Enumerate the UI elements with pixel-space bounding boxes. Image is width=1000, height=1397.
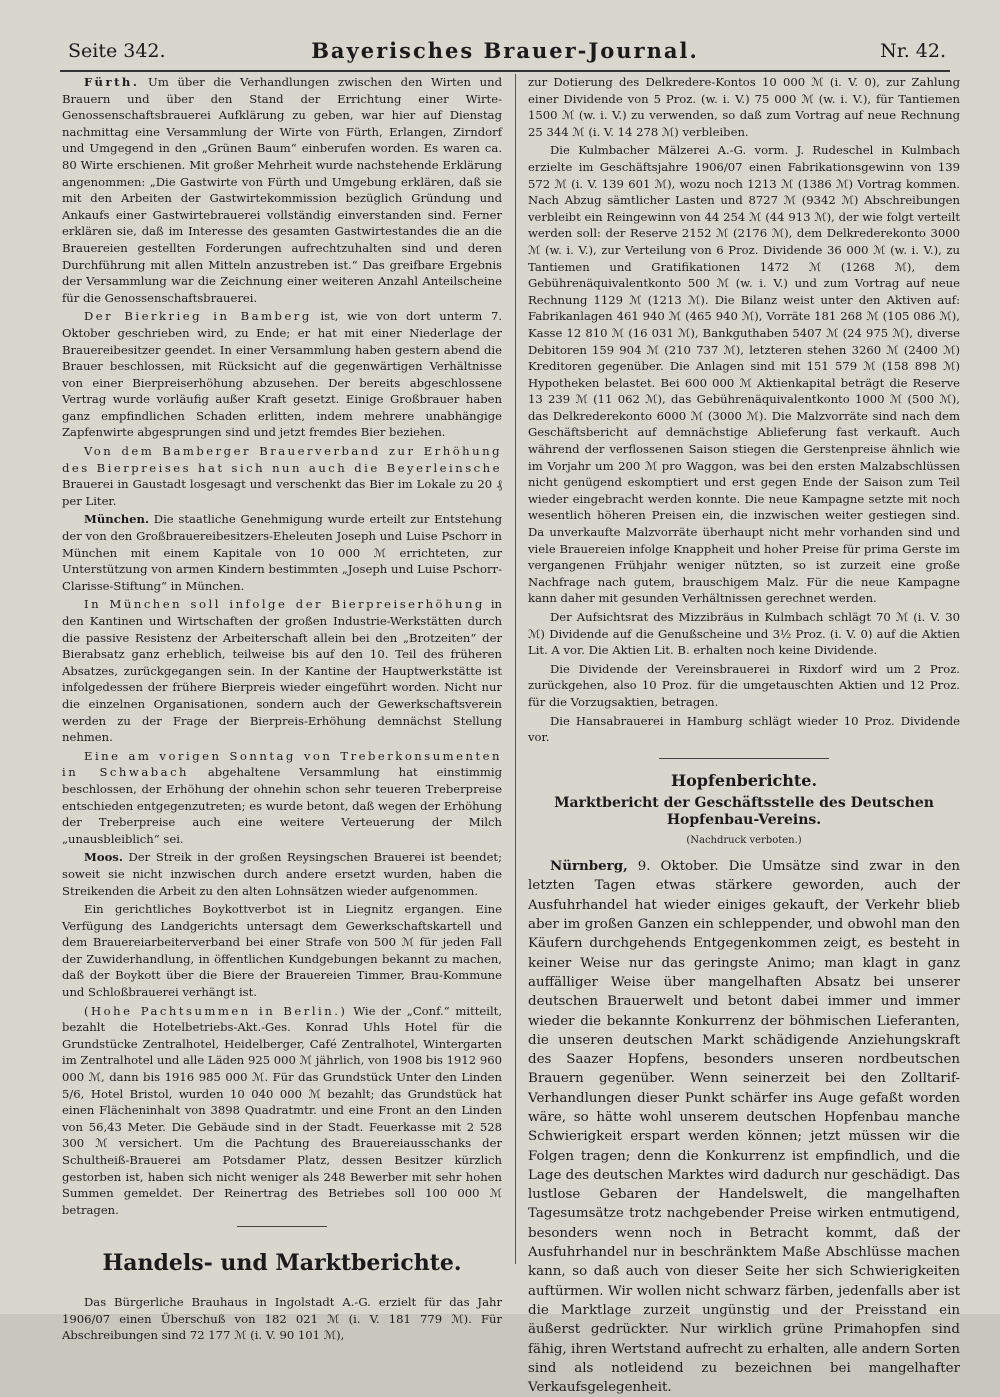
article-schwabach: Eine am vorigen Sonntag von Treberkonsumenten in Schwabach abgehaltene Versammlung hat einstimmig beschlossen, der Erhöhung der ohnehin schon sehr teueren Treberpreise entschieden entgegenzutreten; es wurde betont, daß wegen der Erhöhung der Treberpreise auch eine weitere Verteuerung der Milch „unausbleiblich“ sei. — [62, 748, 502, 846]
column-divider — [515, 74, 516, 1264]
article-muenchen-stiftung: München. Die staatliche Genehmigung wurde erteilt zur Entstehung der von den Großbrauereibesitzers-Eheleuten Joseph und Luise Pschorr in München mit einem Kapitale von 10 000 ℳ errichteten, zur Unterstützung von armen Kindern bestimmten „Joseph und Luise Pschorr-Clarisse-Stiftung“ in München. — [62, 512, 503, 593]
article-hansabrauerei: Die Hansabrauerei in Hamburg schlägt wieder 10 Proz. Dividende vor. — [528, 713, 960, 745]
page-header — [60, 34, 950, 72]
article-bamberg-verband: Von dem Bamberger Brauerverband zur Erhöhung des Bierpreises hat sich nun auch die Beyerleinsche Brauerei in Gaustadt losgesagt und verschenkt das Bier im Lokale zu 20 ₰ per Liter. — [62, 444, 502, 508]
article-liegnitz: Ein gerichtliches Boykottverbot ist in Liegnitz ergangen. Eine Verfügung des Landgerichts untersagt dem Gewerkschaftskartell und dem Brauereiarbeiterverband bei einer Strafe von 500 ℳ für jeden Fall der Zuwiderhandlung, in öffentlichen Kundgebungen bekannt zu machen, daß der Boykott über die Biere der Brauereien Timmer, Brau-Kommune und Schloßbrauerei verhängt ist. — [62, 902, 502, 1000]
issue-number: Nr. 42. — [880, 40, 946, 62]
article-bamberg: Der Bierkrieg in Bamberg ist, wie von dort unterm 7. Oktober geschrieben wird, zu Ende; er hat mit einer Niederlage der Brauereibesitzer geendet. In einer Versammlung haben gestern abend die Brauer beschlossen, mit Rücksicht auf die gegenwärtigen Verhältnisse von einer Bierpreiserhöhung abzusehen. Der bereits abgeschlossene Vertrag wurde vorläufig außer Kraft gesetzt. Einige Großbrauer haben ganz empfindlichen Schaden erlitten, indem mehrere unabhängige Zapfenwirte abgesprungen sind und jetzt fremdes Bier beziehen. — [62, 309, 503, 440]
left-column — [62, 74, 503, 1343]
hop-market-subheading: Marktbericht der Geschäftsstelle des Deutschen Hopfenbau-Vereins. — [554, 795, 934, 828]
article-ingolstadt: Das Bürgerliche Brauhaus in Ingolstadt A.-G. erzielt für das Jahr 1906/07 einen Überschuß von 182 021 ℳ (i. V. 181 779 ℳ). Für Abschreibungen sind 72 177 ℳ (i. V. 90 101 ℳ), — [62, 1294, 502, 1343]
reprint-note: (Nachdruck verboten.) — [686, 834, 802, 846]
right-column — [528, 74, 960, 1396]
article-fuerth: Fürth. Um über die Verhandlungen zwischen den Wirten und Brauern und über den Stand der Errichtung einer Wirte-Genossenschaftsbrauerei Aufklärung zu geben, war hier auf Dienstag nachmittag eine Versammlung der Wirte von Fürth, Erlangen, Zirndorf und Umgegend in den „Grünen Baum“ einberufen worden. Es waren ca. 80 Wirte erschienen. Mit großer Mehrheit wurde nachstehende Erklärung angenommen: „Die Gastwirte von Fürth und Umgebung erklären, daß sie mit den Arbeiten der Gastwirtekommission bezüglich Gründung und Ankaufs einer Gastwirtebrauerei vollständig einverstanden sind. Ferner erklären sie, daß im Interesse des gesamten Gastwirtestandes die an die Brauereien gestellten Forderungen aufrechtzuhalten sind und deren Durchführung mit allen Mitteln anzustreben ist.“ Das greifbare Ergebnis der Versammlung war die Zeichnung einer weiteren Anzahl Anteilscheine für die Genossenschaftsbrauerei. — [62, 75, 503, 305]
article-mizzibraeu: Der Aufsichtsrat des Mizzibräus in Kulmbach schlägt 70 ℳ (i. V. 30 ℳ) Dividende auf die Genußscheine und 3½ Proz. (i. V. 0) auf die Aktien Lit. A vor. Die Aktien Lit. B. erhalten noch keine Dividende. — [528, 610, 960, 658]
article-kulmbach-maelzerei: Die Kulmbacher Mälzerei A.-G. vorm. J. Rudeschel in Kulmbach erzielte im Geschäftsjahre 1906/07 einen Fabrikationsgewinn von 139 572 ℳ (i. V. 139 601 ℳ), wozu noch 1213 ℳ (1386 ℳ) Vortrag kommen. Nach Abzug sämtlicher Lasten und 8727 ℳ (9342 ℳ) Abschreibungen verbleibt ein Reingewinn von 44 254 ℳ (44 913 ℳ), der wie folgt verteilt werden soll: der Reserve 2152 ℳ (2176 ℳ), dem Delkrederekonto 3000 ℳ (w. i. V.), zur Verteilung von 6 Proz. Dividende 36 000 ℳ (w. i. V.), zu Tantiemen und Gratifikationen 1472 ℳ (1268 ℳ), dem Gebührenäquivalentkonto 500 ℳ (w. i. V.) und zum Vortrag auf neue Rechnung 1129 ℳ (1213 ℳ). Die Bilanz weist unter den Aktiven auf: Fabrikanlagen 461 940 ℳ (465 940 ℳ), Vorräte 181 268 ℳ (105 086 ℳ), Kasse 12 810 ℳ (16 031 ℳ), Bankguthaben 5407 ℳ (24 975 ℳ), diverse Debitoren 159 904 ℳ (210 737 ℳ), letzteren stehen 3260 ℳ (2400 ℳ) Kreditoren gegenüber. Die Anlagen sind mit 151 579 ℳ (158 898 ℳ) Hypotheken belastet. Bei 600 000 ℳ Aktienkapital beträgt die Reserve 13 239 ℳ (11 062 ℳ), das Gebührenäquivalentkonto 1000 ℳ (500 ℳ), das Delkrederekonto 6000 ℳ (3000 ℳ). Die Malzvorräte sind nach dem Geschäftsbericht auf demnächstige Ablieferung fast verkauft. Auch während der verflossenen Saison stiegen die Gerstenpreise ähnlich wie im Vorjahr um 200 ℳ pro Waggon, was bei den ersten Malzabschlüssen nicht genügend eskomptiert und erst gegen Ende der Saison zum Teil wieder eingebracht werden konnte. Die neue Kampagne setzte mit noch wesentlich höheren Preisen ein, die inzwischen weiter gestiegen sind. Da unverkaufte Malzvorräte überhaupt nicht mehr vorhanden sind und viele Brauereien infolge Knappheit und hoher Preise für prima Gerste im vergangenen Frühjahr weniger nützten, so ist zurzeit eine große Nachfrage nach gutem, brauschigem Malz. Für die neue Kampagne kann daher mit gesunden Verhältnissen gerechnet werden. — [528, 143, 960, 606]
hop-reports-heading: Hopfenberichte. — [670, 770, 818, 790]
divider — [237, 1226, 327, 1227]
article-berlin: (Hohe Pachtsummen in Berlin.) Wie der „Conf.“ mitteilt, bezahlt die Hotelbetriebs-Akt.-Ges. Konrad Uhls Hotel für die Grundstücke Zentralhotel, Heidelberger, Café Zentralhotel, Wintergarten im Zentralhotel und alle Läden 925 000 ℳ jährlich, von 1908 bis 1912 960 000 ℳ, dann bis 1916 985 000 ℳ. Für das Grundstück Unter den Linden 5/6, Hotel Bristol, wurden 10 040 000 ℳ bezahlt; das Grundstück hat einen Flächeninhalt von 3898 Quadratmtr. und eine Front an den Linden von 56,43 Meter. Die Gebäude sind in der Stadt. Feuerkasse mit 2 528 300 ℳ versichert. Um die Pachtung des Brauereiausschanks der Schultheiß-Brauerei am Potsdamer Platz, dessen Besitzer kürzlich gestorben ist, haben sich nicht weniger als 248 Bewerber mit sehr hohen Summen gemeldet. Der Reinertrag des Betriebes soll 100 000 ℳ betragen. — [62, 1003, 503, 1217]
article-hop-market: Nürnberg, 9. Oktober. Die Umsätze sind zwar in den letzten Tagen etwas stärkere geworden, auch der Ausfuhrhandel hat wieder einiges gekauft, der Verkehr blieb aber im großen Ganzen ein schleppender, und obwohl man den Käufern durchgehends Entgegenkommen zeigt, es besteht in keiner Weise nur das geringste Animo; man klagt in ganz auffälliger Weise über mangelhaften Absatz bei unserer deutschen Brauerwelt und betont dabei immer und immer wieder die bekannte Konkurrenz der böhmischen Lieferanten, die unseren deutschen Markt schädigende Anziehungskraft des Saazer Hopfens, besonders unseren nordbeutschen Brauern gegenüber. Wenn seinerzeit bei den Zolltarif-Verhandlungen dieser Punkt schärfer ins Auge gefaßt worden wäre, so hätte wohl unserem deutschen Hopfenbau manche Schwierigkeit erspart werden können; jetzt müssen wir die Folgen tragen; denn die Konkurrenz ist empfindlich, und die Lage des deutschen Marktes wird dadurch nur geschädigt. Das lustlose Gebaren der Handelswelt, die mangelhaften Tagesumsätze trotz nachgebender Preise wirken entmutigend, besonders wenn noch in Betracht kommt, daß der Ausfuhrhandel nur in beschränktem Maße Abschlüsse machen kann, so daß auch von dieser Seite her sich Schwierigkeiten auftürmen. Wir wollen nicht schwarz färben, jedenfalls aber ist die Marktlage zurzeit ungünstig und der Preisstand ein äußerst gedrückter. Nur wirklich grüne Primahopfen sind fähig, ihren Wertstand aufrecht zu erhalten, alle andern Sorten sind als notleidend zu bezeichnen bei mangelhafter Verkaufsgelegenheit. — [528, 858, 960, 1396]
page-number: Seite 342. — [68, 40, 166, 62]
journal-title: Bayerisches Brauer-Journal. — [311, 38, 699, 63]
article-muenchen-bierpreis: In München soll infolge der Bierpreiserhöhung in den Kantinen und Wirtschaften der großen Industrie-Werkstätten durch die passive Resistenz der Arbeiterschaft allein bei den „Brotzeiten“ der Bierabsatz ganz erheblich, teilweise bis auf den 10. Teil des früheren Absatzes, zurückgegangen sein. In der Kantine der Hauptwerkstätte ist infolgedessen der frühere Bierpreis wieder eingeführt worden. Nicht nur die einzelnen Organisationen, sondern auch der Gewerkschaftsverein werden zu der Frage der Bierpreis-Erhöhung demnächst Stellung nehmen. — [62, 597, 502, 745]
article-moos: Moos. Der Streik in der großen Reysingschen Brauerei ist beendet; soweit sie nicht inzwischen durch andere ersetzt wurden, haben die Streikenden die Arbeit zu den alten Lohnsätzen wieder aufgenommen. — [62, 850, 502, 898]
article-ingolstadt-cont: zur Dotierung des Delkredere-Kontos 10 000 ℳ (i. V. 0), zur Zahlung einer Dividende von 5 Proz. (w. i. V.) 75 000 ℳ (w. i. V.), für Tantiemen 1500 ℳ (w. i. V.) zu verwenden, so daß zum Vortrag auf neue Rechnung 25 344 ℳ (i. V. 14 278 ℳ) verbleiben. — [528, 75, 960, 139]
divider — [659, 758, 829, 759]
section-heading: Handels- und Marktberichte. — [102, 1250, 462, 1277]
article-rixdorf: Die Dividende der Vereinsbrauerei in Rixdorf wird um 2 Proz. zurückgehen, also 10 Proz. für die umgetauschten Aktien und 12 Proz. für die Vorzugsaktien, betragen. — [528, 661, 960, 709]
